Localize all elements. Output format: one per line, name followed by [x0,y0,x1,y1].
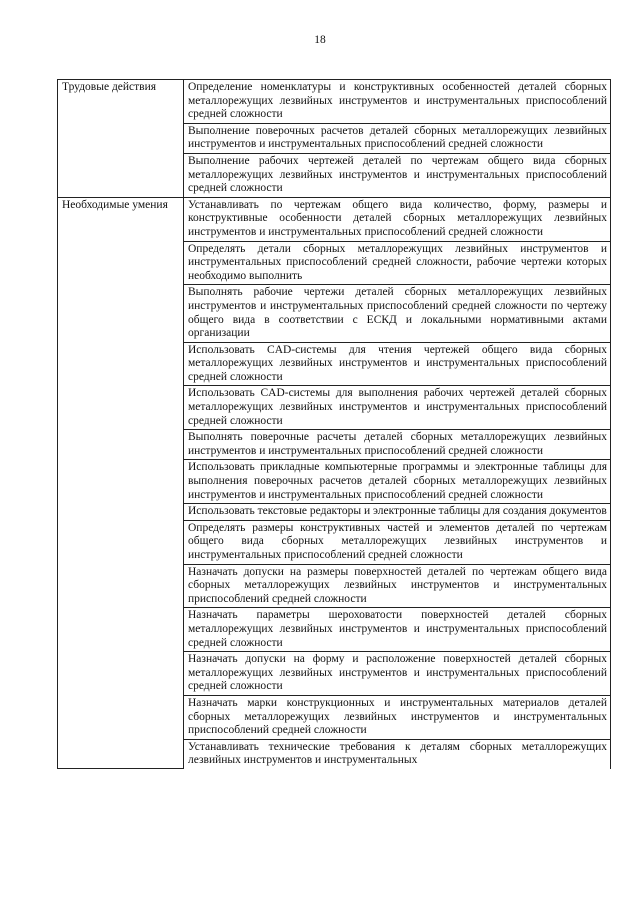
requirement-text: Использовать прикладные компьютерные программы и электронные таблицы для выполнения поверочных расчетов деталей сборных металлорежущих лезвийных инструментов и инструментальных приспособлений средней сложности [184,460,611,504]
requirement-text: Использовать CAD-системы для чтения чертежей общего вида сборных металлорежущих лезвийных инструментов и инструментальных приспособлений средней сложности [184,342,611,386]
requirement-text: Использовать текстовые редакторы и электронные таблицы для создания документов [184,504,611,521]
section-label: Необходимые умения [58,197,184,769]
requirement-text: Выполнять рабочие чертежи деталей сборных металлорежущих лезвийных инструментов и инструментальных приспособлений средней сложности по чертежу общего вида в соответствии с ЕСКД и локальными нормативными актами организации [184,285,611,342]
section-label: Трудовые действия [58,80,184,198]
requirements-table [57,79,611,769]
requirement-text: Назначать марки конструкционных и инструментальных материалов деталей сборных металлорежущих лезвийных инструментов и инструментальных приспособлений средней сложности [184,695,611,739]
requirement-text: Выполнение рабочих чертежей деталей по чертежам общего вида сборных металлорежущих лезвийных инструментов и инструментальных приспособлений средней сложности [184,153,611,197]
requirement-text: Выполнять поверочные расчеты деталей сборных металлорежущих лезвийных инструментов и инструментальных приспособлений средней сложности [184,430,611,460]
requirement-text: Определять размеры конструктивных частей и элементов деталей по чертежам общего вида сборных металлорежущих лезвийных инструментов и инструментальных приспособлений средней сложности [184,520,611,564]
requirement-text: Выполнение поверочных расчетов деталей сборных металлорежущих лезвийных инструментов и инструментальных приспособлений средней сложности [184,123,611,153]
requirement-text: Назначать допуски на форму и расположение поверхностей деталей сборных металлорежущих лезвийных инструментов и инструментальных приспособлений средней сложности [184,652,611,696]
table-row [58,80,611,124]
table-row [58,197,611,241]
page-number: 18 [314,34,326,46]
requirement-text: Использовать CAD-системы для выполнения рабочих чертежей деталей сборных металлорежущих лезвийных инструментов и инструментальных приспособлений средней сложности [184,386,611,430]
requirement-text: Назначать допуски на размеры поверхностей деталей по чертежам общего вида сборных металлорежущих лезвийных инструментов и инструментальных приспособлений средней сложности [184,564,611,608]
requirement-text: Определять детали сборных металлорежущих лезвийных инструментов и инструментальных приспособлений средней сложности, рабочие чертежи которых необходимо выполнить [184,241,611,285]
requirement-text: Определение номенклатуры и конструктивных особенностей деталей сборных металлорежущих лезвийных инструментов и инструментальных приспособлений средней сложности [184,80,611,124]
requirement-text: Устанавливать технические требования к деталям сборных металлорежущих лезвийных инструментов и инструментальных [184,739,611,769]
table-body [58,80,611,769]
requirement-text: Назначать параметры шероховатости поверхностей деталей сборных металлорежущих лезвийных инструментов и инструментальных приспособлений средней сложности [184,608,611,652]
requirement-text: Устанавливать по чертежам общего вида количество, форму, размеры и конструктивные особенности деталей сборных металлорежущих лезвийных инструментов и инструментальных приспособлений средней сложности [184,197,611,241]
